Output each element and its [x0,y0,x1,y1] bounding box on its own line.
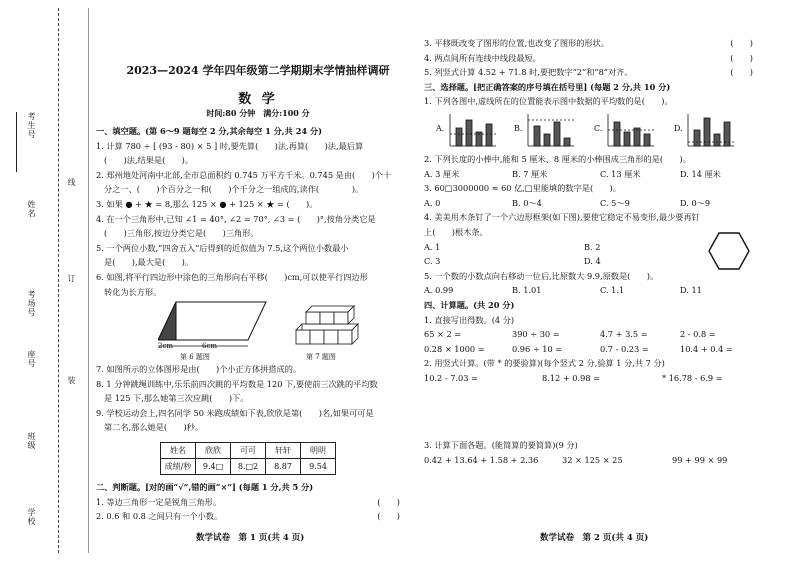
answer-paren: ( ) [730,67,753,78]
simplify-calc: 99 + 99 × 99 [672,454,728,465]
footer-page-1: 数学试卷 第 1 页(共 4 页) [196,533,305,543]
fill-q1-line1: 1. 计算 780 ÷ [ (93 - 80) × 5 ] 时,要先算( )法,再算( )法,最后算 [96,140,364,151]
table-cell: 9.54 [301,459,336,475]
label-class: 班级 [27,432,36,450]
label-room: 考场号 [27,290,36,317]
judge-q4 [424,51,759,66]
section-4-heading: 四、计算题。(共 20 分) [424,299,515,310]
fill-q5-line2: 是( ),最大是( )。 [104,257,194,268]
judge-q3-text: 3. 平移既改变了图形的位置,也改变了图形的形状。 [424,38,609,48]
option-c: C. 3 [424,256,441,267]
calc-q1: 1. 直接写出得数。(4 分) [424,314,515,325]
calc-q3: 3. 计算下面各题。(能简算的要简算)(9 分) [424,440,578,450]
option-a: A. 3 厘米 [424,168,460,179]
judge-q2 [96,509,406,524]
table-header-cell: 姓名 [161,443,196,459]
vertical-calc: * 16.78 - 6.9 = [662,372,723,383]
judge-q1-text: 1. 等边三角形一定是锐角三角形。 [96,496,222,507]
oral-calc: 0.96 ÷ 10 = [512,343,563,354]
choice-q5-options [424,283,759,298]
section-3-heading: 三、选择题。[把正确答案的序号填在括号里] (每题 2 分,共 10 分) [424,81,671,92]
fill-q4-line1: 4. 在一个三角形中,已知 ∠1 = 40°, ∠2 = 70°, ∠3 = ( )°,按角分类它是 [96,213,376,224]
left-column-lower [96,362,406,435]
table-header-cell: 欣欣 [196,443,231,459]
oral-calc: 390 ÷ 30 = [512,329,560,340]
answer-paren: ( ) [377,511,400,522]
label-name: 姓名 [27,200,36,218]
fill-q5-line1: 5. 一个两位小数,“四舍五入”后得到的近似值为 7.5,这个两位小数最小 [96,242,349,253]
footer-page-2: 数学试卷 第 2 页(共 4 页) [540,533,649,543]
fill-q2-line2: 分之一、( )个百分之一和( )个千分之一组成的,读作( )。 [104,184,364,195]
calc-q3-block [424,438,759,467]
table-cell: 8.□2 [231,459,266,475]
fill-q1-line2: ( )法,结果是( )。 [104,155,194,166]
vertical-calc: 10.2 - 7.03 = [424,372,478,383]
choice-q4-line2: 上( )根木条。 [424,226,488,237]
option-c: C. [594,124,603,133]
calc-q2: 2. 用竖式计算。(带 * 的要验算)(每个竖式 2 分,验算 1 分,共 7 分) [424,358,665,369]
simplify-calc: 32 × 125 × 25 [562,454,623,465]
fig7-caption: 第 7 题图 [306,353,336,361]
option-b: B. 0～4 [512,197,542,208]
fill-q6-line1: 6. 如图,将平行四边形中涂色的三角形向右平移( )cm,可以使平行四边形 [96,271,368,282]
oral-calc: 65 × 2 = [424,329,462,340]
option-a: A. 0.99 [424,285,454,296]
option-d: D. 14 厘米 [680,168,721,179]
figure-7 [292,300,362,350]
choice-q1: 1. 下列各图中,虚线所在的位置能表示图中数据的平均数的是( )。 [424,96,673,107]
choice-q5: 5. 一个数的小数点向右移动一位后,比原数大 9.9,原数是( )。 [424,270,659,281]
option-d: D. 4 [584,256,601,267]
fill-q9-line2: 第二名,那么她是( )秒。 [104,422,204,433]
option-c: C. 13 厘米 [600,168,641,179]
calc-q1-row2 [424,342,759,357]
option-a: A. 1 [424,241,441,252]
option-b: B. 1.01 [512,285,542,296]
fill-q8-line2: 是 125 下,那么她第三次应跳( )下。 [104,393,249,404]
fill-q9-line1: 9. 学校运动会上,四名同学 50 米跑成绩如下表,欣欣是第( )名,如果可可是 [96,407,374,418]
cut-mark-ding: 订 [67,274,76,283]
option-d: D. [674,124,683,133]
fill-q6-line2: 转化为长方形。 [104,286,162,297]
cut-line [58,8,59,553]
margin-line [88,8,89,553]
label-examinee-no: 考生号 [27,112,36,139]
table-header-cell: 明明 [301,443,336,459]
hexagon-figure [708,232,750,270]
choice-q1-options [436,112,756,152]
simplify-calc: 0.42 + 13.64 + 1.58 + 2.36 [424,454,539,465]
option-a: A. [436,124,445,133]
exam-meta: 时间:80 分钟 满分:100 分 [206,108,310,118]
oral-calc: 0.7 - 0.23 = [600,343,649,354]
table-header-cell: 轩轩 [266,443,301,459]
option-b: B. 2 [584,241,601,252]
option-d: D. 0～9 [680,197,711,208]
table-cell: 9.4□ [196,459,231,475]
oral-calc: 0.28 × 1000 = [424,343,485,354]
table-header-row [161,443,336,459]
cut-mark-xian: 线 [67,178,76,187]
calc-q1-row1 [424,327,759,342]
label-seat: 座号 [27,350,36,368]
judge-q5-text: 5. 列竖式计算 4.52 + 71.8 时,要把数字“2”和“8”对齐。 [424,67,633,78]
judge-q5 [424,65,759,80]
answer-paren: ( ) [730,38,753,48]
answer-paren: ( ) [730,52,753,63]
exam-subject: 数 学 [238,92,278,107]
choice-q2-options [424,167,759,182]
section-2-heading: 二、判断题。[对的画“√”,错的画“×”] (每题 1 分,共 5 分) [96,482,314,492]
label-school: 学校 [27,508,36,526]
cube-stack-figure [292,300,362,350]
table-cell: 8.87 [266,459,301,475]
oral-calc: 2 - 0.8 = [680,329,716,340]
judge-q3 [424,36,759,51]
judge-q2-text: 2. 0.6 和 0.8 之间只有一个小数。 [96,511,223,522]
option-d: D. 11 [680,285,702,296]
left-column [96,124,406,299]
cut-mark-zhuang: 装 [67,376,76,385]
fill-q3: 3. 如果 ● + ★ = 8,那么 125 × ● + 125 × ★ = ( )。 [96,198,318,209]
judge-q1 [96,495,406,510]
choice-q2: 2. 下列长度的小棒中,能和 5 厘米、8 厘米的小棒围成三角形的是( )。 [424,154,691,164]
calc-q2-items [424,371,759,386]
option-c: C. 5～9 [600,197,630,208]
shaded-triangle [158,302,176,340]
fig6-caption: 第 6 题图 [180,353,210,361]
calc-q3-items [424,453,759,468]
choice-q4-line1: 4. 美美用木条钉了一个六边形框架(如下图),要使它稳定不易变形,最少要再钉 [424,212,700,223]
fill-q4-line2: ( )三角形,按边分类它是( )三角形。 [104,228,259,239]
fig6-label-2cm: 2cm [158,342,174,350]
option-a: A. 0 [424,197,441,208]
oral-calc: 10.4 + 0.4 = [680,343,733,354]
fill-q7: 7. 如图所示的立体图形是由( )个小正方体拼搭成的。 [96,364,302,374]
judge-q4-text: 4. 两点间所有连线中线段最短。 [424,52,541,63]
right-column [424,36,759,109]
table-header-cell: 可可 [231,443,266,459]
figure-6 [158,300,268,356]
running-times-table [160,442,336,475]
section-1-heading: 一、填空题。(第 6～9 题每空 2 分,其余每空 1 分,共 24 分) [96,126,322,136]
fill-q8-line1: 8. 1 分钟跳绳训练中,乐乐前四次跳的平均数是 120 下,要使前三次跳的平均数 [96,378,378,389]
fill-q2-line1: 2. 郑州地处河南中北部,全市总面积约 0.745 万平方千米。0.745 是由( )个十 [96,169,392,180]
binding-strip [0,0,92,561]
choice-q3-options [424,196,759,211]
option-b: B. [514,124,523,133]
option-b: B. 7 厘米 [512,168,548,179]
option-c: C. 1.1 [600,285,625,296]
table-row [161,459,336,475]
table-cell: 成绩/秒 [161,459,196,475]
fig6-label-6cm: 6cm [202,342,218,350]
exam-title: 2023—2024 学年四年级第二学期期末学情抽样调研 [126,64,390,77]
oral-calc: 4.7 + 3.5 = [600,329,648,340]
answer-paren: ( ) [377,496,400,507]
section-2 [96,480,406,524]
choice-q3: 3. 60□3000000 ≈ 60 亿,□里能填的数字是( )。 [424,183,621,194]
hexagon-icon [708,232,750,270]
vertical-calc: 8.12 + 0.98 = [542,372,600,383]
